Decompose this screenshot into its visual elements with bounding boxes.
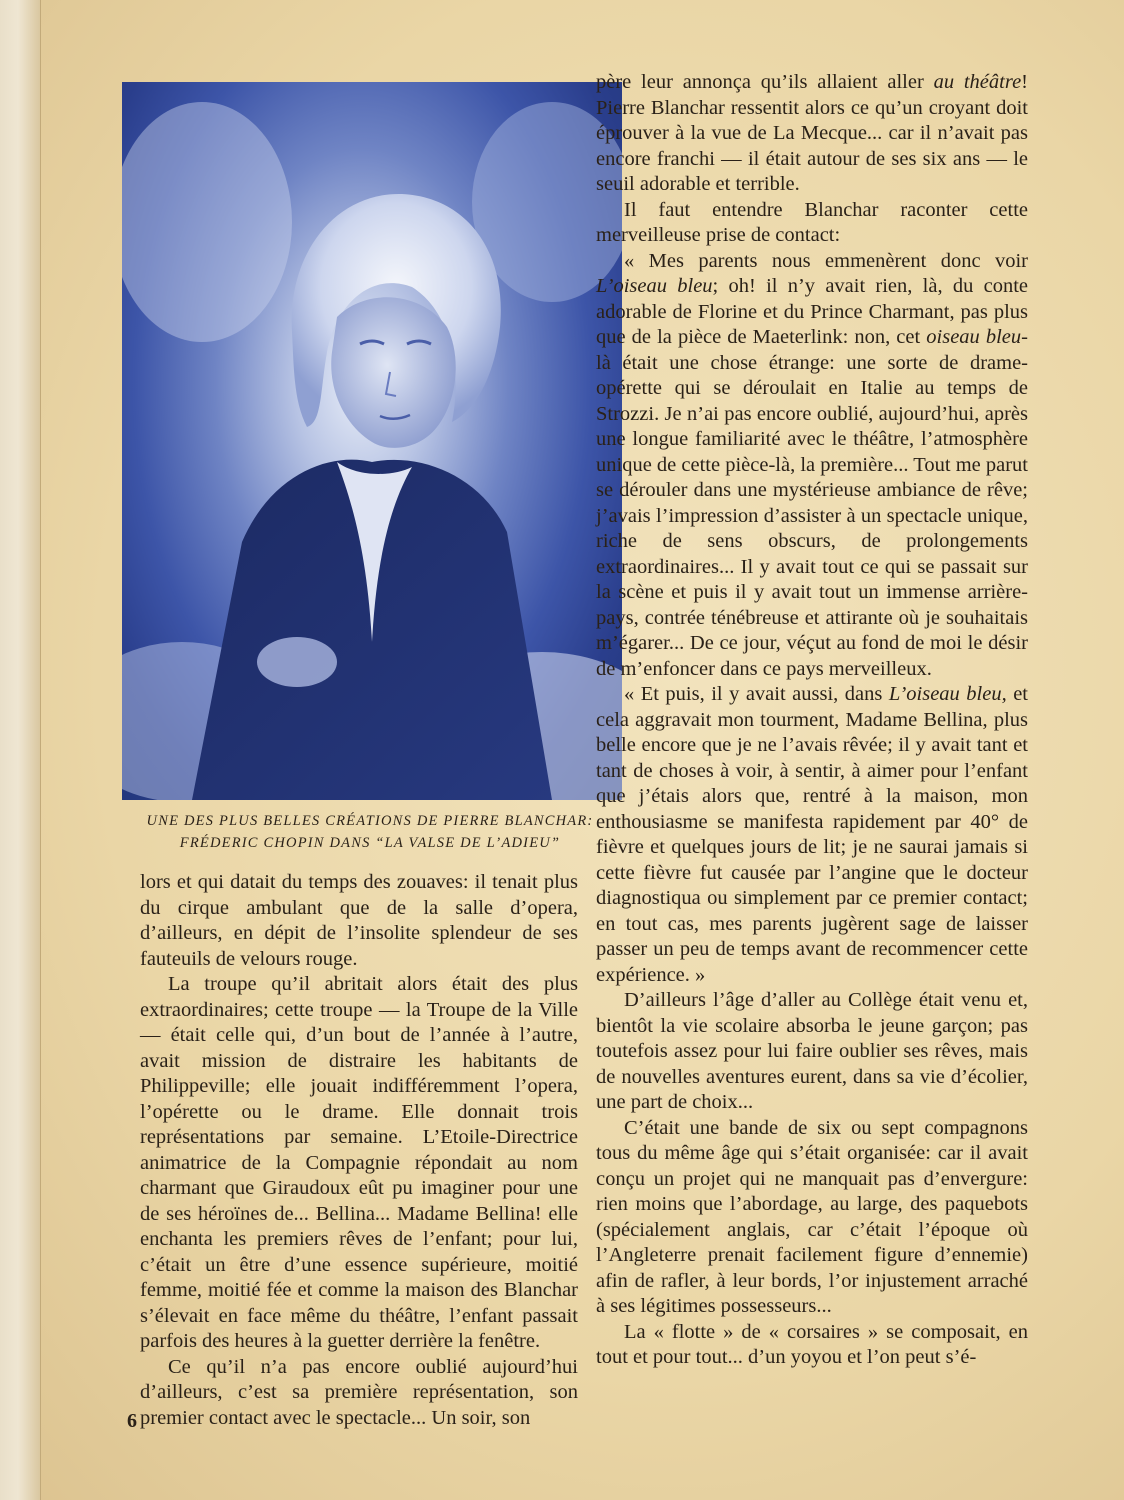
photo-caption <box>110 810 630 854</box>
page-binding-edge <box>0 0 41 1500</box>
caption-line-1: UNE DES PLUS BELLES CRÉATIONS DE PIERRE BLANCHAR: <box>146 813 594 829</box>
chopin-photo <box>122 82 622 800</box>
paragraph: Il faut entendre Blanchar raconter cette merveilleuse prise de contact: <box>596 198 1028 246</box>
paragraph: Ce qu’il n’a pas encore oublié aujourd’hui d’ailleurs, c’est sa première représentation, son premier contact avec le spectacle... Un soir, son <box>140 1355 578 1429</box>
caption-line-2: FRÉDERIC CHOPIN DANS “LA VALSE DE L’ADIEU” <box>179 835 561 851</box>
left-column <box>140 870 578 1431</box>
paragraph: La « flotte » de « corsaires » se composait, en tout et pour tout... d’un yoyou et l’on peut s’é- <box>596 1320 1028 1368</box>
paragraph: C’était une bande de six ou sept compagnons tous du même âge qui s’était organisée: car il avait conçu un projet qui ne manquait pas d’envergure: rien moins que l’abordage, au large, des paquebots (spécialement anglais, car c’était l’époque où l’Angleterre prenait facilement figure d’ennemie) afin de rafler, à leur bords, l’or injustement arraché à ses légitimes possesseurs... <box>596 1116 1028 1317</box>
portrait-illustration <box>122 82 622 800</box>
paragraph: « Mes parents nous emmenèrent donc voir L’oiseau bleu; oh! il n’y avait rien, là, du conte adorable de Florine et du Prince Charmant, pas plus que de la pièce de Maeterlink: non, cet oiseau bleu-là était une chose étrange: une sorte de drame-opérette qui se déroulait en Italie au temps de Strozzi. Je n’ai pas encore oublié, aujourd’hui, après une longue familiarité avec le théâtre, l’atmosphère unique de cette pièce-là, la première... Tout me parut se dérouler dans une mystérieuse ambiance de rêve; j’avais l’impression d’assister à un spectacle unique, riche de sens obscurs, de prolongements extraordinaires... Il y avait tout ce qui se passait sur la scène et puis il y avait tout un immense arrière-pays, contrée ténébreuse et attirante où je souhaitais m’égarer... De ce jour, véçut au fond de moi le désir de m’enfoncer dans ce pays merveilleux. <box>596 249 1028 680</box>
paragraph: « Et puis, il y avait aussi, dans L’oiseau bleu, et cela aggravait mon tourment, Madame Bellina, plus belle encore que je ne l’avais rêvée; il y avait tant et tant de choses à voir, à sentir, à aimer pour l’enfant que j’étais alors que, rentré à la maison, mon enthousiasme se manifesta rapidement par 40° de fièvre et quelques jours de lit; je ne saurai jamais si cette fièvre fut causée par l’angine que le docteur diagnostiqua ou simplement par ce premier contact; en tout cas, mes parents jugèrent sage de laisser passer un peu de temps avant de recommencer cette expérience. » <box>596 683 1028 986</box>
paragraph: D’ailleurs l’âge d’aller au Collège était venu et, bientôt la vie scolaire absorba le jeune garçon; pas toutefois assez pour lui faire oublier ses rêves, mais de nouvelles aventures eurent, dans sa vie d’écolier, une part de choix... <box>596 989 1028 1113</box>
paragraph: père leur annonça qu’ils allaient aller au théâtre! Pierre Blanchar ressentit alors ce qu’un croyant doit éprouver à la vue de La Mecque... car il n’avait pas encore franchi — il était autour de ses six ans — le seuil adorable et terrible. <box>596 71 1028 195</box>
right-column <box>596 70 1028 1371</box>
page-number: 6 <box>127 1410 137 1432</box>
paragraph: La troupe qu’il abritait alors était des plus extraordinaires; cette troupe — la Troupe de la Ville — était celle qui, d’un bout de l’année à l’autre, avait mission de distraire les habitants de Philippeville; elle jouait indifféremment l’opera, l’opérette ou le drame. Elle donnait trois représentations par semaine. L’Etoile-Directrice animatrice de la Compagnie répondait au nom charmant que Giraudoux eût pu imaginer pour une de ses héroïnes de... Bellina... Madame Bellina! elle enchanta les premiers rêves de l’enfant; pour lui, c’était un être d’une essence supérieure, moitié femme, moitié fée et comme la maison des Blanchar s’élevait en face même du théâtre, l’enfant passait parfois des heures à la guetter derrière la fenêtre. <box>140 973 578 1352</box>
paragraph: lors et qui datait du temps des zouaves: il tenait plus du cirque ambulant que de la salle d’opera, d’ailleurs, en dépit de l’insolite splendeur de ses fauteuils de velours rouge. <box>140 871 578 970</box>
